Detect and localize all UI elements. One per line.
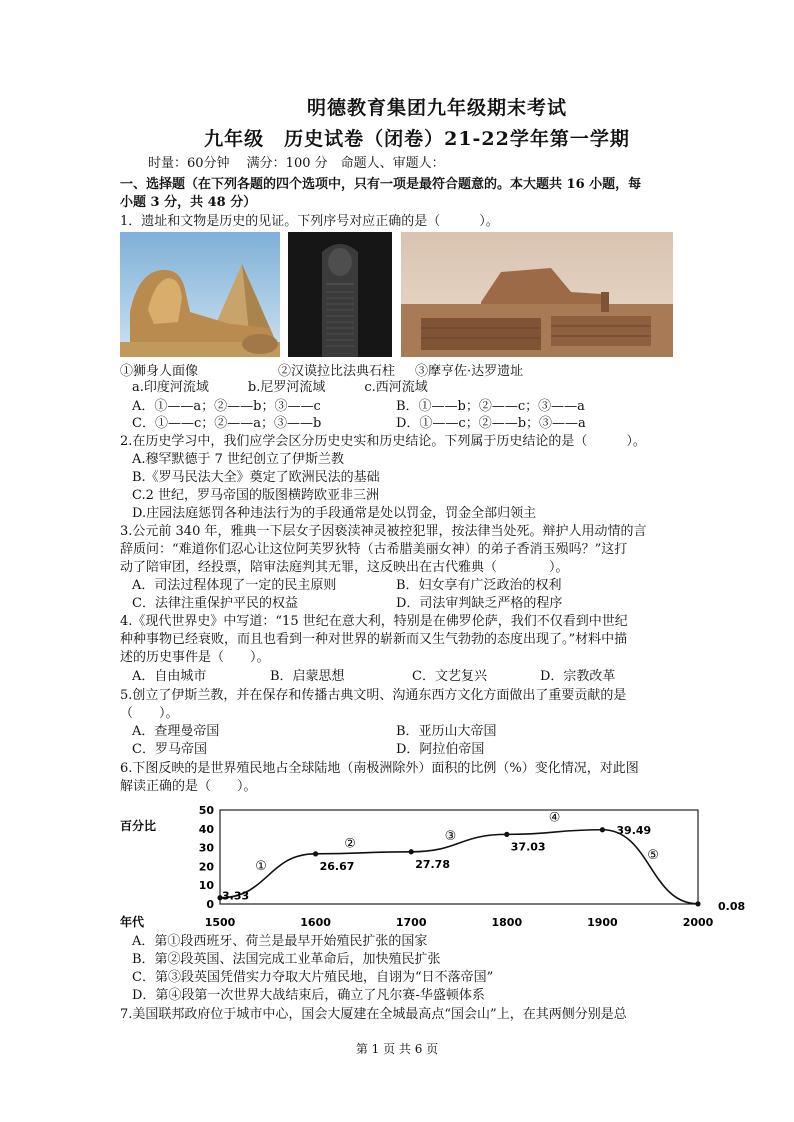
q3-option-a: A．司法过程体现了一定的民主原则 (132, 578, 337, 593)
y-tick-label: 30 (198, 841, 214, 855)
segment-label: ① (255, 859, 267, 875)
q3-option-d: D．司法审判缺乏严格的程序 (396, 596, 563, 611)
hammurabi-stele-image (288, 232, 392, 357)
q6-option-a: A．第①段西班牙、荷兰是最早开始殖民扩张的国家 (132, 934, 428, 949)
q3-option-b: B．妇女享有广泛政治的权利 (396, 578, 562, 593)
series-line (220, 830, 698, 904)
q4-option-c: C．文艺复兴 (412, 669, 487, 684)
q6-option-b: B．第②段英国、法国完成工业革命后，加快殖民扩张 (132, 952, 441, 967)
q5-option-a: A．查理曼帝国 (132, 724, 220, 739)
exam-meta: 时量：60分钟 满分：100 分 命题人、审题人： (148, 156, 445, 171)
q1-option-c: C．①——c；②——a；③——b (132, 416, 322, 431)
segment-label: ④ (548, 810, 561, 826)
data-label: 3.33 (222, 889, 250, 903)
q6-stem-cont: 解读正确的是（ ）。 (120, 779, 257, 794)
caption-mohenjo-daro: ③摩亨佐·达罗遗址 (415, 364, 524, 379)
chart-svg (118, 800, 758, 936)
data-label: 27.78 (415, 857, 450, 871)
sphinx-image (120, 232, 280, 357)
q4-stem-cont: 种种事物已经衰败，而且也看到一种对世界的崭新而又生气勃勃的态度出现了。”材料中描 (120, 632, 628, 647)
q3-stem-cont2: 动了陪审团，经投票，陪审法庭判其无罪，这反映出在古代雅典（ ）。 (120, 560, 569, 575)
data-point (313, 851, 318, 856)
q5-stem-cont: （ ）。 (120, 706, 179, 721)
q3-stem-cont: 辞质问：“难道你们忍心让这位阿芙罗狄特（古希腊美丽女神）的弟子香消玉殒吗？”这打 (120, 542, 628, 557)
data-label: 37.03 (510, 840, 546, 854)
caption-sphinx: ①狮身人面像 (120, 364, 199, 379)
q6-stem: 6.下图反映的是世界殖民地占全球陆地（南极洲除外）面积的比例（%）变化情况，对此图 (120, 761, 639, 776)
x-tick-label: 1700 (395, 916, 427, 929)
q2-stem: 2.在历史学习中，我们应学会区分历史史实和历史结论。下列属于历史结论的是（ ）。 (120, 434, 646, 449)
q5-option-d: D．阿拉伯帝国 (396, 742, 485, 757)
q6-option-c: C．第③段英国凭借实力夺取大片殖民地，自诩为“日不落帝国” (132, 970, 494, 985)
mohenjo-daro-image (401, 232, 673, 357)
q5-option-b: B．亚历山大帝国 (396, 724, 497, 739)
q2-option-a: A.穆罕默德于 7 世纪创立了伊斯兰教 (132, 452, 345, 467)
q2-option-d: D.庄园法庭惩罚各种违法行为的手段通常是处以罚金，罚金全部归领主 (132, 506, 537, 521)
q6-option-d: D．第④段第一次世界大战结束后，确立了凡尔赛-华盛顿体系 (132, 988, 485, 1003)
q1-stem: 1．遗址和文物是历史的见证。下列序号对应正确的是（ ）。 (120, 214, 499, 229)
data-point (695, 901, 700, 906)
q7-stem: 7.美国联邦政府位于城市中心，国会大厦建在全城最高点“国会山”上，在其两侧分别是总 (120, 1007, 627, 1022)
q1-option-a: A．①——a；②——b；③——c (132, 399, 321, 414)
y-tick-label: 40 (198, 822, 214, 836)
segment-label: ⑤ (647, 847, 659, 863)
q5-option-c: C．罗马帝国 (132, 742, 207, 757)
y-tick-label: 0 (206, 898, 214, 911)
y-tick-label: 20 (198, 860, 214, 874)
caption-hammurabi: ②汉谟拉比法典石柱 (278, 364, 396, 379)
x-tick-label: 1600 (300, 916, 331, 929)
q3-stem: 3.公元前 340 年，雅典一下层女子因亵渎神灵被控犯罪，按法律当处死。辩护人用动情的言 (120, 524, 647, 539)
y-tick-label: 50 (198, 804, 214, 817)
data-point (600, 827, 605, 832)
x-tick-label: 1900 (587, 916, 618, 929)
colony-area-chart (118, 800, 758, 936)
x-tick-label: 1500 (204, 916, 236, 929)
data-point (409, 849, 414, 854)
data-point (504, 832, 509, 837)
x-tick-label: 1800 (491, 916, 523, 929)
q5-stem: 5.创立了伊斯兰教，并在保存和传播古典文明、沟通东西方文化方面做出了重要贡献的是 (120, 688, 627, 703)
exam-title: 明德教育集团九年级期末考试 (306, 97, 567, 119)
q4-option-b: B．启蒙思想 (270, 669, 345, 684)
q2-option-c: C.2 世纪，罗马帝国的版图横跨欧亚非三洲 (132, 488, 380, 503)
q1-option-d: D．①——c；②——b；③——a (396, 416, 586, 431)
q1-option-b: B．①——b；②——c；③——a (396, 399, 585, 414)
section-heading-cont: 小题 3 分，共 48 分） (120, 195, 257, 210)
q4-option-a: A．自由城市 (132, 669, 207, 684)
y-tick-label: 10 (198, 879, 214, 893)
section-heading: 一、选择题（在下列各题的四个选项中，只有一项是最符合题意的。本大题共 16 小题，每 (120, 177, 642, 192)
y-axis-label: 百分比 (120, 819, 157, 833)
x-axis-label: 年代 (120, 915, 145, 929)
data-label: 0.08 (718, 899, 746, 913)
segment-label: ② (344, 836, 356, 852)
q4-stem-cont2: 述的历史事件是（ ）。 (120, 650, 270, 665)
x-tick-label: 2000 (682, 916, 714, 929)
q1-regions: a.印度河流域 b.尼罗河流域 c.西河流域 (132, 380, 428, 395)
q4-option-d: D．宗教改革 (540, 669, 616, 684)
q3-option-c: C．法律注重保护平民的权益 (132, 596, 298, 611)
q2-option-b: B.《罗马民法大全》奠定了欧洲民法的基础 (132, 470, 380, 485)
page-footer: 第 1 页 共 6 页 (355, 1042, 439, 1056)
segment-label: ③ (444, 829, 457, 845)
exam-subtitle: 九年级 历史试卷（闭卷）21-22学年第一学期 (204, 128, 630, 150)
data-label: 39.49 (616, 823, 652, 837)
data-label: 26.67 (319, 859, 355, 873)
q4-stem: 4.《现代世界史》中写道：“15 世纪在意大利，特别是在佛罗伦萨，我们不仅看到中世纪 (120, 614, 628, 629)
